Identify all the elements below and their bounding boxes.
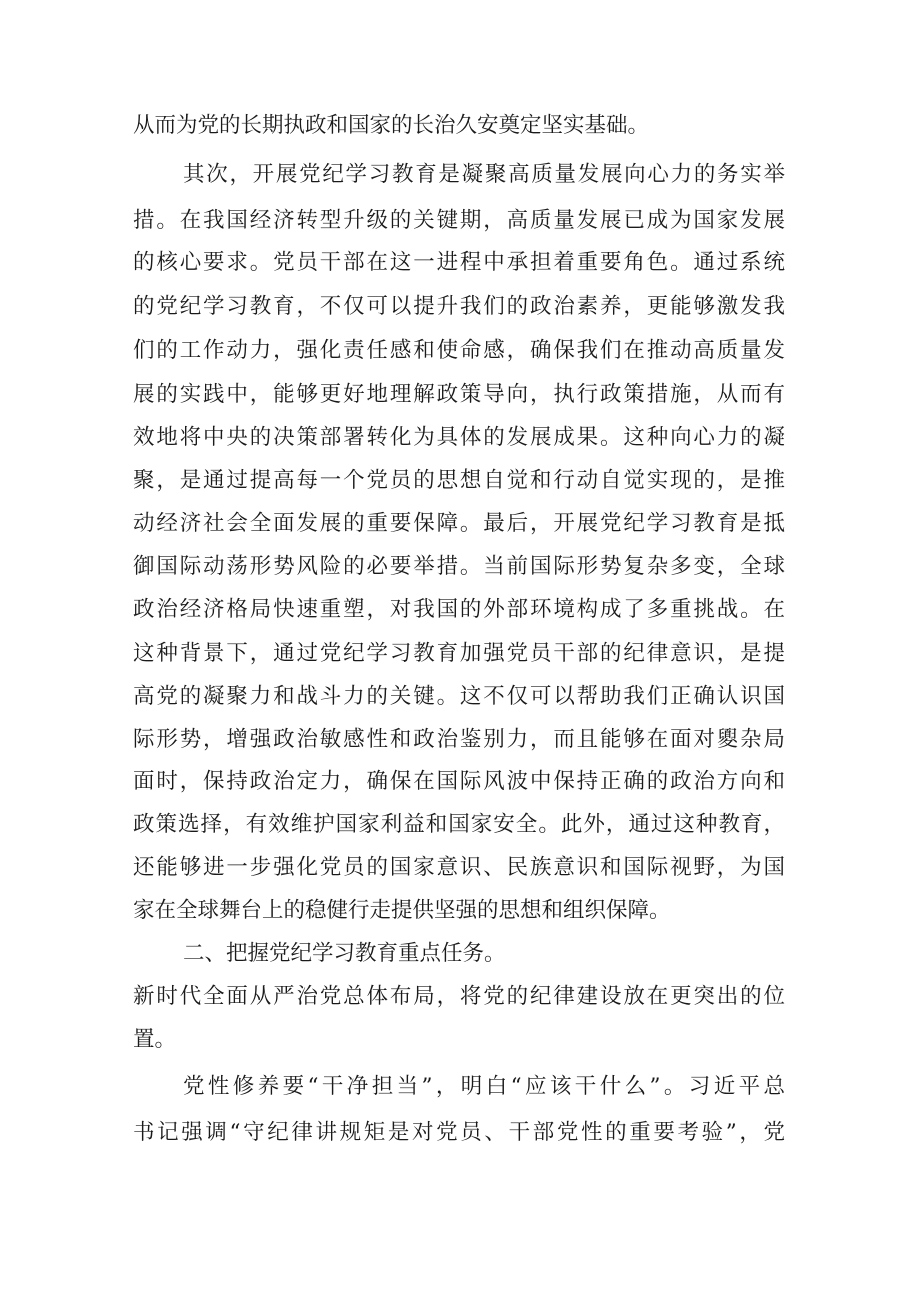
- text-line-17: 政策选择，有效维护国家利益和国家安全。此外，通过这种教育，: [133, 812, 785, 837]
- text-line-5: 的党纪学习教育，不仅可以提升我们的政治素养，更能够激发我: [133, 294, 785, 319]
- text-line-3: 措。在我国经济转型升级的关键期，高质量发展已成为国家发展: [133, 208, 785, 233]
- text-line-4: 的核心要求。党员干部在这一进程中承担着重要角色。通过系统: [133, 250, 785, 275]
- text-line-2: 其次，开展党纪学习教育是凝聚高质量发展向心力的务实举: [183, 162, 785, 187]
- text-line-15: 际形势，增强政治敏感性和政治鉴别力，而且能够在面对夓杂局: [133, 727, 785, 752]
- text-line-19: 家在全球舞台上的稳健行走提供坚强的思想和组织保障。: [133, 898, 671, 923]
- text-line-14: 高党的凝聚力和战斗力的关键。这不仅可以帮助我们正确认识国: [133, 684, 785, 709]
- text-line-18: 还能够进一步强化党员的国家意识、民族意识和国际视野，为国: [133, 855, 785, 880]
- section-heading: 二、把握党纪学习教育重点任务。: [183, 941, 506, 966]
- text-line-22: 置。: [133, 1027, 177, 1052]
- text-line-12: 政治经济格局快速重塑，对我国的外部环境构成了多重挑战。在: [133, 597, 785, 622]
- text-line-23: 党性修养要“干净担当”，明白“应该干什么”。习近平总: [183, 1074, 785, 1099]
- text-line-10: 动经济社会全面发展的重要保障。最后，开展党纪学习教育是抵: [133, 511, 785, 536]
- text-line-6: 们的工作动力，强化责任感和使命感，确保我们在推动高质量发: [133, 338, 785, 363]
- text-line-8: 效地将中央的决策部署转化为具体的发展成果。这种向心力的凝: [133, 425, 785, 450]
- text-line-1: 从而为党的长期执政和国家的长治久安奠定坚实基础。: [133, 113, 650, 138]
- text-line-21: 新时代全面从严治党总体布局，将党的纪律建设放在更突出的位: [133, 984, 785, 1009]
- text-line-13: 这种背景下，通过党纪学习教育加强党员干部的纪律意识，是提: [133, 641, 785, 666]
- text-line-9: 聚，是通过提高每一个党员的思想自觉和行动自觉实现的，是推: [133, 468, 785, 493]
- text-line-11: 御国际动荡形势风险的必要举措。当前国际形势复杂多变，全球: [133, 554, 785, 579]
- text-line-16: 面时，保持政治定力，确保在国际风波中保持正确的政治方向和: [133, 769, 785, 794]
- text-line-24: 书记强调“守纪律讲规矩是对党员、干部党性的重要考验”，党: [133, 1120, 785, 1145]
- text-line-7: 展的实践中，能够更好地理解政策导向，执行政策措施，从而有: [133, 382, 785, 407]
